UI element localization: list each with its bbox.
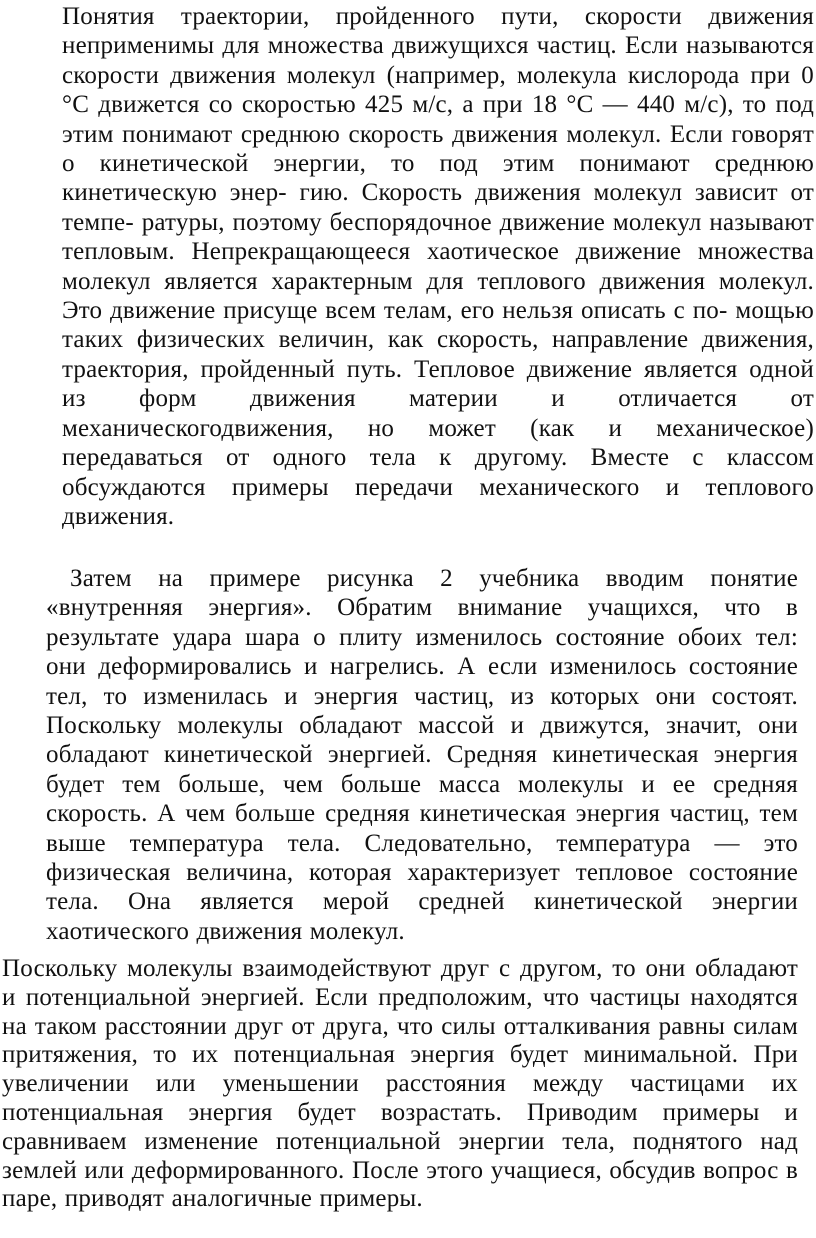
- paragraph-potential-energy: Поскольку молекулы взаимодействуют друг с другом, то они обладают и потенциальной энергией. Если предположим, что частицы находятся на таком расстоянии друг от друга, что силы отталкивания равны силам притяжения, то их потенциальная энергия будет минимальной. При увеличении или уменьшении расстояния между частицами их потенциальная энергия будет возрастать. Приводим примеры и сравниваем изменение потенциальной энергии тела, поднятого над землей или деформированного. После этого учащиеся, обсудив вопрос в паре, приводят аналогичные примеры.: [2, 955, 798, 1213]
- paragraph-internal-energy: Затем на примере рисунка 2 учебника вводим понятие «внутренняя энергия». Обратим внимание учащихся, что в результате удара шара о плиту изменилось состояние обоих тел: они деформировались и нагрелись. А если изменилось состояние тел, то изменилась и энергия частиц, из которых они состоят. Поскольку молекулы обладают массой и движутся, значит, они обладают кинетической энергией. Средняя кинетическая энергия будет тем больше, чем больше масса молекулы и ее средняя скорость. А чем больше средняя кинетическая энергия частиц, тем выше температура тела. Следовательно, температура — это физическая величина, которая характеризует тепловое состояние тела. Она является мерой средней кинетической энергии хаотического движения молекул.: [46, 565, 798, 945]
- paragraph-thermal-motion: Понятия траектории, пройденного пути, скорости движения неприменимы для множества движущихся частиц. Если называются скорости движения молекул (например, молекула кислорода при 0 °С движется со скоростью 425 м/с, а при 18 °С — 440 м/с), то под этим понимают среднюю скорость движения молекул. Если говорят о кинетической энергии, то под этим понимают среднюю кинетическую энер- гию. Скорость движения молекул зависит от темпе- ратуры, поэтому беспорядочное движение молекул называют тепловым. Непрекращающееся хаотическое движение множества молекул является характерным для теплового движения молекул. Это движение присуще всем телам, его нельзя описать с по- мощью таких физических величин, как скорость, направление движения, траектория, пройденный путь. Тепловое движение является одной из форм движения материи и отличается от механическогодвижения, но может (как и механическое) передаваться от одного тела к другому. Вместе с классом обсуждаются примеры передачи механического и теплового движения.: [62, 3, 814, 530]
